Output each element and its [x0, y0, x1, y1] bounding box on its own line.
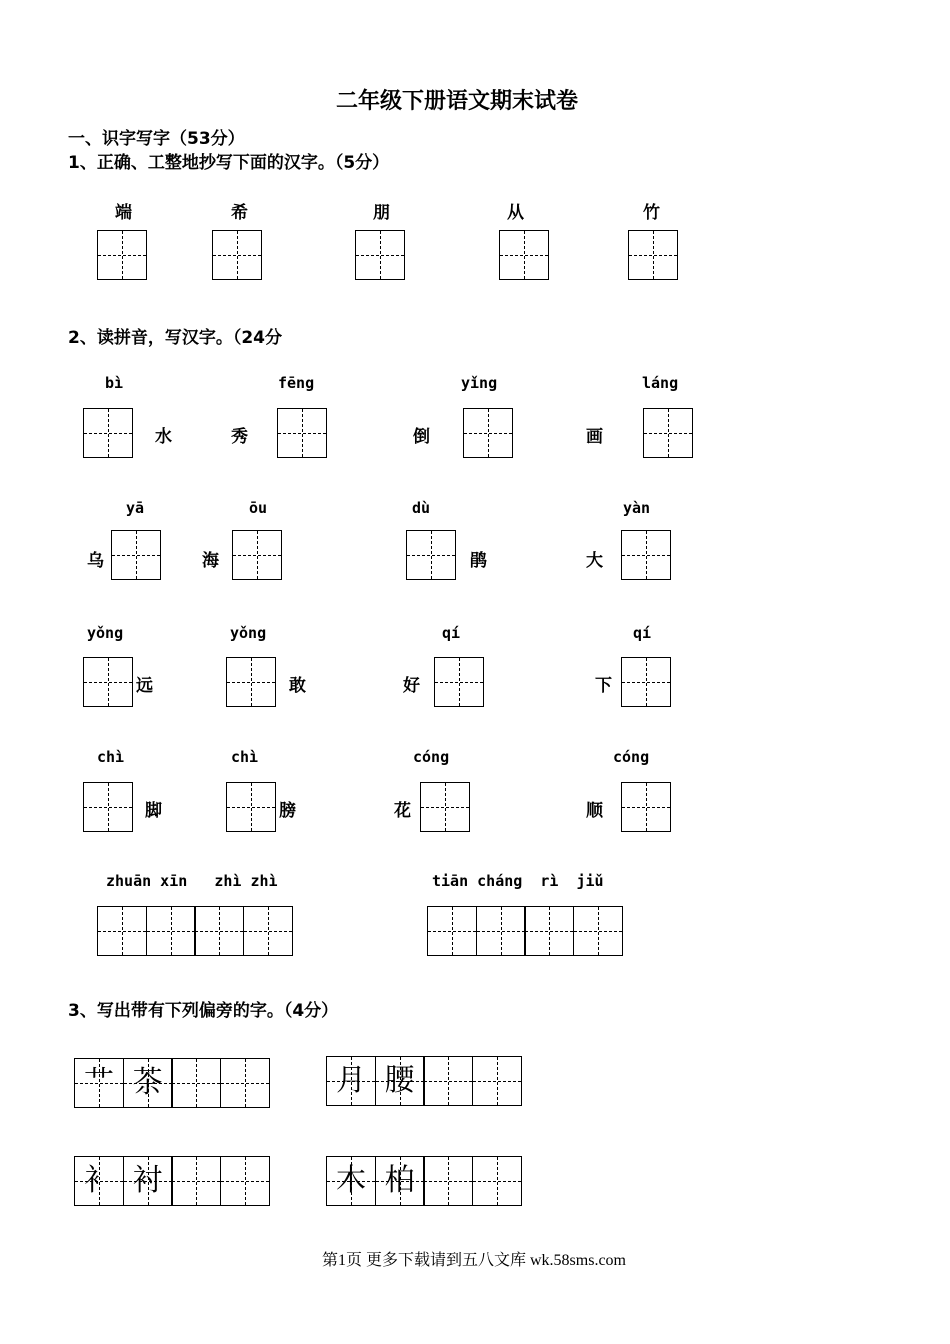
- example-char: 柏: [384, 1163, 415, 1198]
- copy-char: 朋: [373, 203, 390, 223]
- radical: 衤: [84, 1163, 114, 1198]
- grid-cell[interactable]: [171, 1058, 221, 1108]
- example-char: 腰: [384, 1063, 415, 1098]
- writing-box[interactable]: [277, 408, 327, 458]
- grid-cell[interactable]: [573, 906, 623, 956]
- copy-char: 从: [507, 203, 524, 223]
- given-char: 敢: [289, 676, 306, 696]
- given-char: 水: [155, 427, 172, 447]
- pinyin: bì: [105, 374, 124, 392]
- writing-box[interactable]: [111, 530, 161, 580]
- given-char: 下: [595, 676, 612, 696]
- pinyin: chì: [231, 748, 259, 766]
- radical-grid[interactable]: [326, 1156, 522, 1206]
- writing-box[interactable]: [212, 230, 262, 280]
- radical-cell: [326, 1056, 376, 1106]
- radical: 艹: [84, 1065, 114, 1100]
- copy-char: 竹: [643, 203, 660, 223]
- given-char: 顺: [586, 801, 603, 821]
- radical-cell: [74, 1156, 124, 1206]
- pinyin: qí: [633, 624, 652, 642]
- pinyin: fēng: [278, 374, 315, 392]
- writing-box[interactable]: [232, 530, 282, 580]
- writing-box[interactable]: [83, 657, 133, 707]
- writing-box[interactable]: [420, 782, 470, 832]
- given-char: 脚: [145, 801, 162, 821]
- writing-box[interactable]: [621, 782, 671, 832]
- given-char: 膀: [279, 801, 296, 821]
- given-char: 海: [202, 551, 219, 571]
- pinyin: yàn: [623, 499, 651, 517]
- writing-box[interactable]: [97, 230, 147, 280]
- pinyin: yǐng: [461, 374, 498, 392]
- grid-cell[interactable]: [220, 1058, 270, 1108]
- idiom-pinyin: tiān cháng rì jiǔ: [432, 872, 604, 890]
- grid-cell[interactable]: [472, 1156, 522, 1206]
- writing-box[interactable]: [355, 230, 405, 280]
- writing-box[interactable]: [83, 782, 133, 832]
- writing-box[interactable]: [434, 657, 484, 707]
- pinyin: qí: [442, 624, 461, 642]
- grid-cell[interactable]: [476, 906, 526, 956]
- copy-char: 希: [231, 203, 248, 223]
- radical-grid[interactable]: [326, 1056, 522, 1106]
- given-char: 花: [394, 801, 411, 821]
- example-char: 茶: [132, 1065, 163, 1100]
- grid-cell[interactable]: [423, 1056, 473, 1106]
- writing-box[interactable]: [499, 230, 549, 280]
- question-3-heading: 3、写出带有下列偏旁的字。（4分）: [68, 1001, 339, 1021]
- grid-cell[interactable]: [171, 1156, 221, 1206]
- given-char: 乌: [87, 551, 104, 571]
- given-char: 好: [403, 676, 420, 696]
- given-char: 大: [586, 551, 603, 571]
- idiom-grid[interactable]: [97, 906, 293, 956]
- pinyin: láng: [642, 374, 679, 392]
- grid-cell[interactable]: [146, 906, 196, 956]
- grid-cell[interactable]: [423, 1156, 473, 1206]
- grid-cell[interactable]: [97, 906, 147, 956]
- idiom-grid[interactable]: [427, 906, 623, 956]
- radical-grid[interactable]: [74, 1058, 270, 1108]
- writing-box[interactable]: [621, 657, 671, 707]
- radical-cell: [326, 1156, 376, 1206]
- grid-cell[interactable]: [524, 906, 574, 956]
- page-footer: 第1页 更多下载请到五八文库 wk.58sms.com: [322, 1252, 627, 1269]
- example-cell: [375, 1056, 425, 1106]
- radical-grid[interactable]: [74, 1156, 270, 1206]
- given-char: 画: [586, 427, 603, 447]
- writing-box[interactable]: [83, 408, 133, 458]
- writing-box[interactable]: [226, 657, 276, 707]
- writing-box[interactable]: [621, 530, 671, 580]
- question-1-heading: 1、正确、工整地抄写下面的汉字。（5分）: [68, 153, 390, 173]
- writing-box[interactable]: [406, 530, 456, 580]
- pinyin: yā: [126, 499, 145, 517]
- writing-box[interactable]: [226, 782, 276, 832]
- copy-char: 端: [115, 203, 132, 223]
- grid-cell[interactable]: [427, 906, 477, 956]
- writing-box[interactable]: [628, 230, 678, 280]
- example-cell: [375, 1156, 425, 1206]
- given-char: 远: [136, 676, 153, 696]
- grid-cell[interactable]: [243, 906, 293, 956]
- writing-box[interactable]: [463, 408, 513, 458]
- pinyin: yǒng: [230, 624, 267, 642]
- question-2-heading: 2、读拼音，写汉字。（24分: [68, 328, 282, 348]
- given-char: 倒: [413, 427, 430, 447]
- example-cell: [123, 1156, 173, 1206]
- given-char: 秀: [231, 427, 248, 447]
- grid-cell[interactable]: [194, 906, 244, 956]
- given-char: 鹃: [470, 551, 487, 571]
- grid-cell[interactable]: [220, 1156, 270, 1206]
- example-cell: [123, 1058, 173, 1108]
- pinyin: ōu: [249, 499, 268, 517]
- pinyin: cóng: [413, 748, 450, 766]
- radical-cell: [74, 1058, 124, 1108]
- pinyin: chì: [97, 748, 125, 766]
- radical: 月: [336, 1063, 366, 1098]
- idiom-pinyin: zhuān xīn zhì zhì: [106, 872, 278, 890]
- pinyin: dù: [412, 499, 431, 517]
- section-heading: 一、识字写字（53分）: [68, 129, 245, 149]
- page-title: 二年级下册语文期末试卷: [336, 89, 579, 114]
- grid-cell[interactable]: [472, 1056, 522, 1106]
- radical: 木: [336, 1163, 366, 1198]
- writing-box[interactable]: [643, 408, 693, 458]
- pinyin: yǒng: [87, 624, 124, 642]
- pinyin: cóng: [613, 748, 650, 766]
- example-char: 衬: [132, 1163, 163, 1198]
